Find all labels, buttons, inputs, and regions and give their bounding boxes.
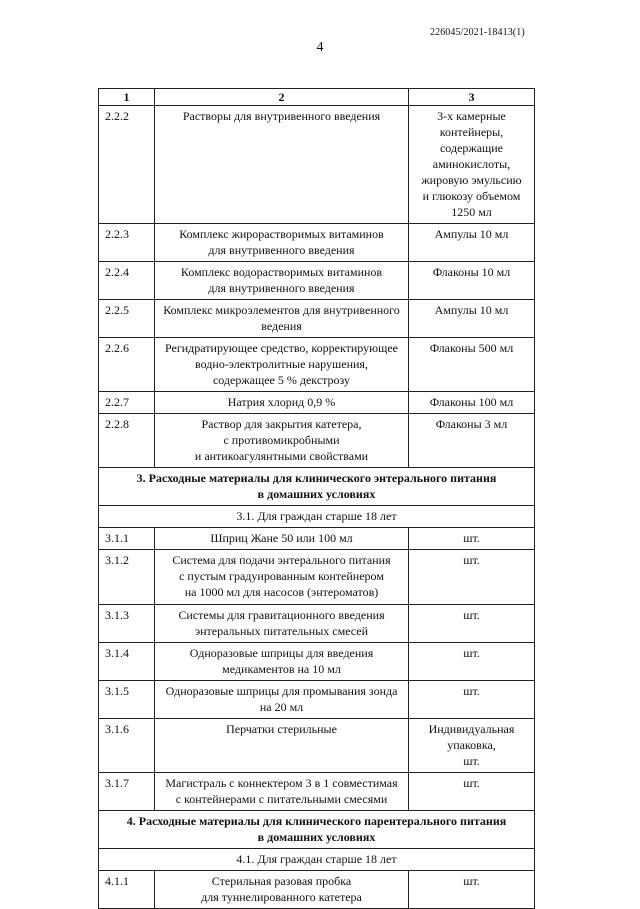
item-name: Растворы для внутривенного введения xyxy=(155,106,409,224)
table-row xyxy=(99,392,535,414)
item-name: Стерильная разовая пробка для туннелированного катетера xyxy=(155,871,409,909)
item-number: 3.1.6 xyxy=(99,719,155,773)
table-row xyxy=(99,643,535,681)
header-row xyxy=(99,89,535,106)
subsection-title: 3.1. Для граждан старше 18 лет xyxy=(99,506,535,528)
item-form: Ампулы 10 мл xyxy=(409,224,535,262)
item-number: 3.1.1 xyxy=(99,528,155,550)
item-name: Системы для гравитационного введения энтеральных питательных смесей xyxy=(155,605,409,643)
column-header-3: 3 xyxy=(409,89,535,106)
item-number: 3.1.4 xyxy=(99,643,155,681)
section-title: 3. Расходные материалы для клинического энтерального питания в домашних условиях xyxy=(99,468,535,506)
item-form: Индивидуальная упаковка, шт. xyxy=(409,719,535,773)
item-number: 2.2.3 xyxy=(99,224,155,262)
item-form: шт. xyxy=(409,605,535,643)
item-form: Ампулы 10 мл xyxy=(409,300,535,338)
table-row xyxy=(99,106,535,224)
item-number: 4.1.1 xyxy=(99,871,155,909)
item-number: 2.2.8 xyxy=(99,414,155,468)
column-header-2: 2 xyxy=(155,89,409,106)
item-name: Комплекс жирорастворимых витаминов для внутривенного введения xyxy=(155,224,409,262)
item-form: шт. xyxy=(409,528,535,550)
item-form: шт. xyxy=(409,550,535,605)
item-name: Магистраль с коннектером 3 в 1 совместимая с контейнерами с питательными смесями xyxy=(155,773,409,811)
table-row xyxy=(99,224,535,262)
item-name: Комплекс микроэлементов для внутривенного ведения xyxy=(155,300,409,338)
item-form: Флаконы 500 мл xyxy=(409,338,535,392)
table-body xyxy=(99,106,535,909)
table-row xyxy=(99,528,535,550)
table-row xyxy=(99,681,535,719)
table-row xyxy=(99,262,535,300)
item-number: 3.1.5 xyxy=(99,681,155,719)
item-name: Комплекс водорастворимых витаминов для внутривенного введения xyxy=(155,262,409,300)
item-number: 2.2.6 xyxy=(99,338,155,392)
document-code: 226045/2021-18413(1) xyxy=(430,27,525,38)
item-form: шт. xyxy=(409,871,535,909)
item-name: Шприц Жане 50 или 100 мл xyxy=(155,528,409,550)
item-number: 2.2.7 xyxy=(99,392,155,414)
item-name: Перчатки стерильные xyxy=(155,719,409,773)
column-header-1: 1 xyxy=(99,89,155,106)
item-form: шт. xyxy=(409,681,535,719)
table-row xyxy=(99,605,535,643)
item-form: Флаконы 3 мл xyxy=(409,414,535,468)
table-row xyxy=(99,719,535,773)
section-row xyxy=(99,811,535,849)
table-row xyxy=(99,871,535,909)
section-title: 4. Расходные материалы для клинического парентерального питания в домашних условиях xyxy=(99,811,535,849)
subsection-title: 4.1. Для граждан старше 18 лет xyxy=(99,849,535,871)
table-header xyxy=(99,89,535,106)
item-name: Система для подачи энтерального питания с пустым градуированным контейнером на 1000 мл для насосов (энтероматов) xyxy=(155,550,409,605)
item-number: 3.1.3 xyxy=(99,605,155,643)
table-row xyxy=(99,300,535,338)
item-form: Флаконы 100 мл xyxy=(409,392,535,414)
table-row xyxy=(99,338,535,392)
item-number: 2.2.4 xyxy=(99,262,155,300)
item-number: 2.2.2 xyxy=(99,106,155,224)
table-row xyxy=(99,550,535,605)
section-row xyxy=(99,468,535,506)
item-number: 2.2.5 xyxy=(99,300,155,338)
item-form: Флаконы 10 мл xyxy=(409,262,535,300)
consumables-table xyxy=(98,88,535,909)
item-form: шт. xyxy=(409,773,535,811)
item-form: 3-х камерные контейнеры, содержащие аминокислоты, жировую эмульсию и глюкозу объемом 1250 мл xyxy=(409,106,535,224)
item-name: Регидратирующее средство, корректирующее водно-электролитные нарушения, содержащее 5 % декстрозу xyxy=(155,338,409,392)
item-name: Раствор для закрытия катетера, с противомикробными и антикоагулянтными свойствами xyxy=(155,414,409,468)
table-row xyxy=(99,773,535,811)
page-number: 4 xyxy=(316,40,324,55)
subsection-row xyxy=(99,506,535,528)
item-name: Одноразовые шприцы для введения медикаментов на 10 мл xyxy=(155,643,409,681)
item-number: 3.1.2 xyxy=(99,550,155,605)
item-form: шт. xyxy=(409,643,535,681)
item-number: 3.1.7 xyxy=(99,773,155,811)
subsection-row xyxy=(99,849,535,871)
item-name: Одноразовые шприцы для промывания зонда на 20 мл xyxy=(155,681,409,719)
table-row xyxy=(99,414,535,468)
item-name: Натрия хлорид 0,9 % xyxy=(155,392,409,414)
